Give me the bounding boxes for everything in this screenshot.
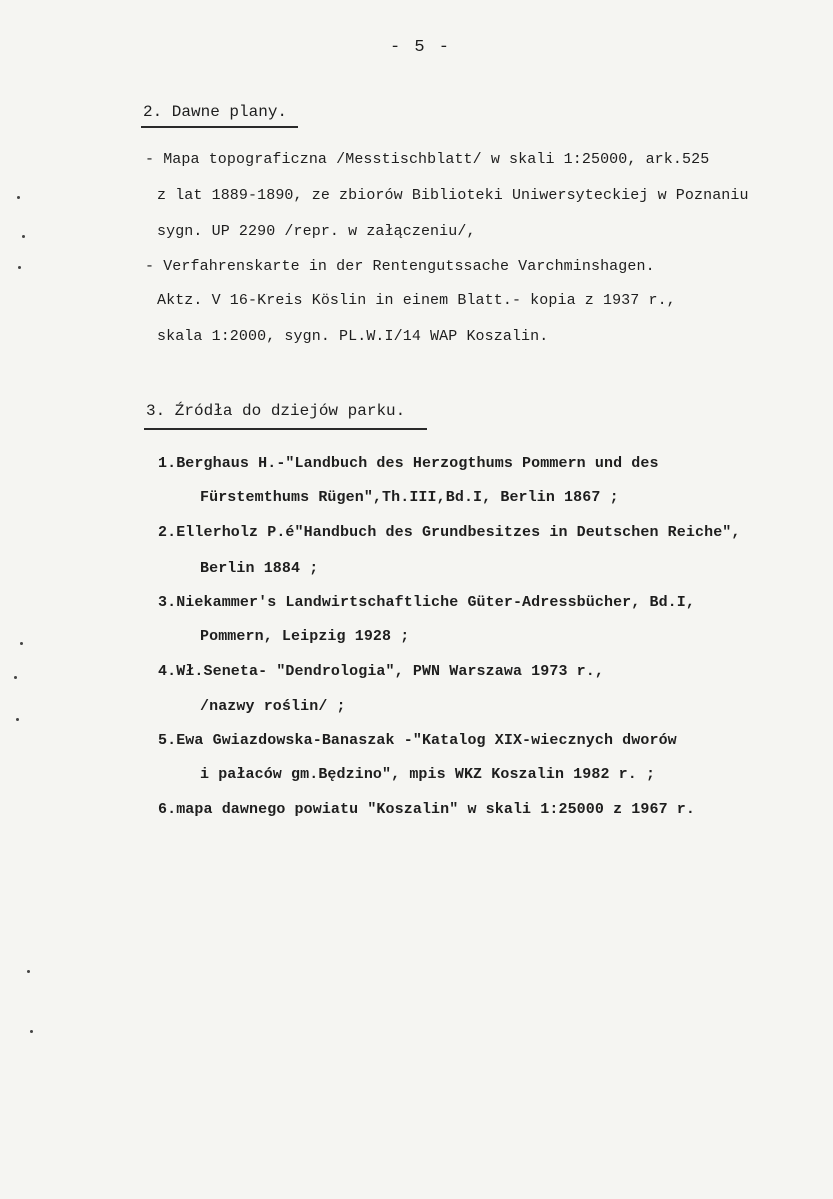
source-item-line: Berlin 1884 ; — [200, 560, 319, 577]
source-item-line: i pałaców gm.Będzino", mpis WKZ Koszalin 1982 r. ; — [200, 766, 656, 783]
section-2-heading: 2. Dawne plany. — [143, 103, 288, 121]
section-2-line: - Verfahrenskarte in der Rentengutssache Varchminshagen. — [145, 258, 655, 275]
scan-speck — [18, 266, 21, 269]
scan-speck — [20, 642, 23, 645]
source-item-line: 5.Ewa Gwiazdowska-Banaszak -"Katalog XIX-wiecznych dworów — [158, 732, 677, 749]
source-item-line: Pommern, Leipzig 1928 ; — [200, 628, 410, 645]
section-2-underline — [141, 126, 298, 128]
source-item-line: 6.mapa dawnego powiatu "Koszalin" w skali 1:25000 z 1967 r. — [158, 801, 695, 818]
source-item-line: 4.Wł.Seneta- "Dendrologia", PWN Warszawa 1973 r., — [158, 663, 604, 680]
section-2-line: Aktz. V 16-Kreis Köslin in einem Blatt.- kopia z 1937 r., — [157, 292, 676, 309]
source-item-line: 2.Ellerholz P.é"Handbuch des Grundbesitzes in Deutschen Reiche", — [158, 524, 741, 541]
section-2-line: sygn. UP 2290 /repr. w załączeniu/, — [157, 223, 476, 240]
scan-speck — [30, 1030, 33, 1033]
scan-speck — [14, 676, 17, 679]
scan-speck — [16, 718, 19, 721]
scan-speck — [27, 970, 30, 973]
section-3-underline — [144, 428, 427, 430]
source-item-line: 1.Berghaus H.-"Landbuch des Herzogthums Pommern und des — [158, 455, 659, 472]
source-item-line: /nazwy roślin/ ; — [200, 698, 346, 715]
section-2-line: - Mapa topograficzna /Messtischblatt/ w skali 1:25000, ark.525 — [145, 151, 710, 168]
section-2-line: skala 1:2000, sygn. PL.W.I/14 WAP Koszalin. — [157, 328, 549, 345]
page-number: - 5 - — [390, 38, 452, 57]
section-3-heading: 3. Źródła do dziejów parku. — [146, 402, 406, 420]
source-item-line: 3.Niekammer's Landwirtschaftliche Güter-Adressbücher, Bd.I, — [158, 594, 695, 611]
scan-speck — [17, 196, 20, 199]
scan-speck — [22, 235, 25, 238]
section-2-line: z lat 1889-1890, ze zbiorów Biblioteki Uniwersyteckiej w Poznaniu — [157, 187, 749, 204]
source-item-line: Fürstemthums Rügen",Th.III,Bd.I, Berlin 1867 ; — [200, 489, 619, 506]
